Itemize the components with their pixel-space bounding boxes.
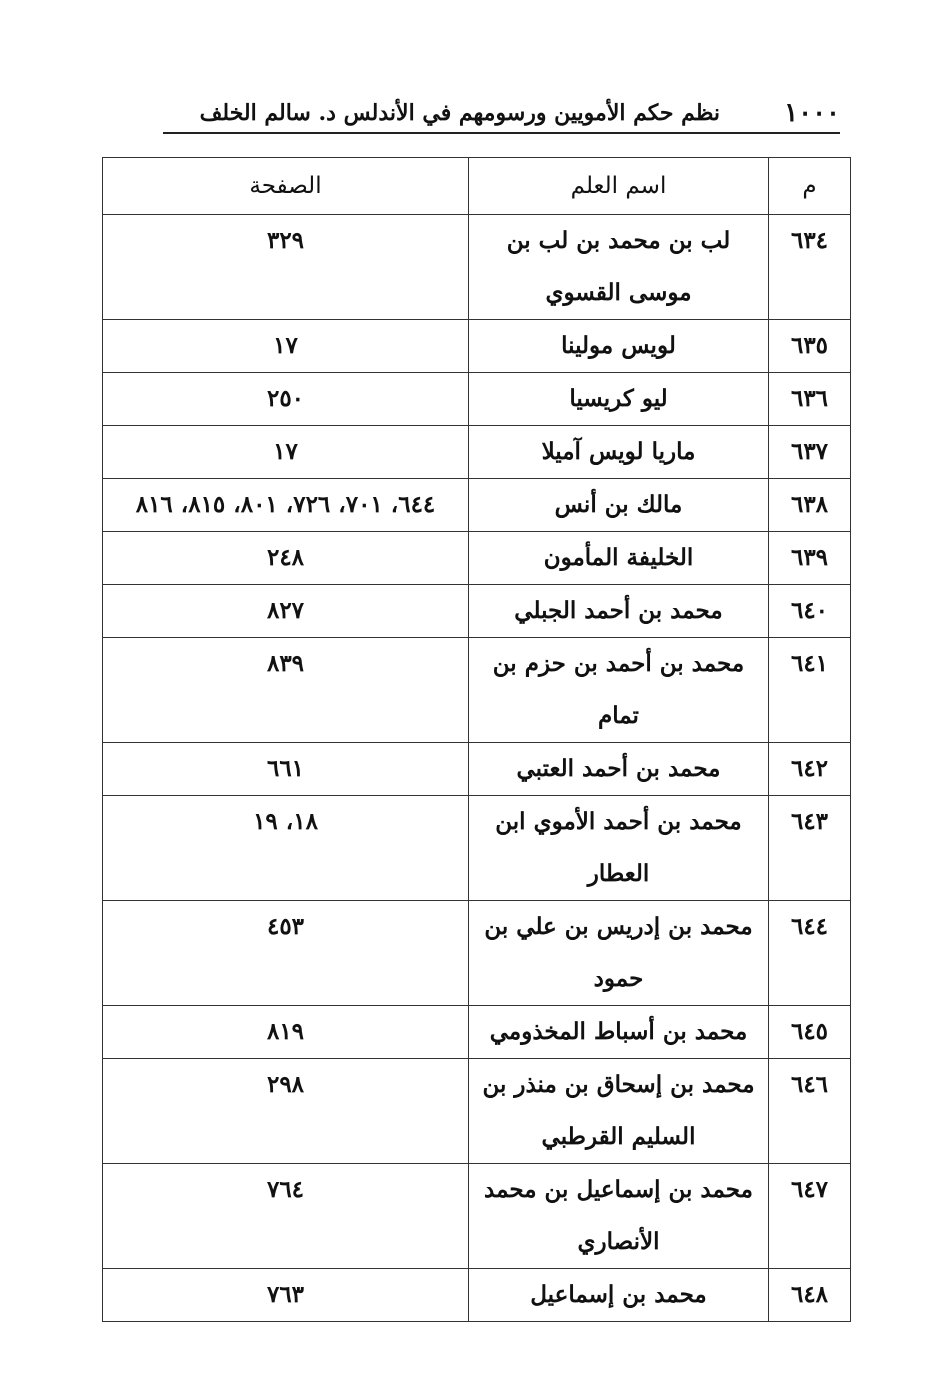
- table-row: [103, 1269, 851, 1322]
- entry-pages: ٢٥٠: [103, 373, 469, 426]
- entry-pages: ٧٦٣: [103, 1269, 469, 1322]
- table-row: [103, 532, 851, 585]
- table-row: [103, 373, 851, 426]
- entry-pages: ٤٥٣: [103, 901, 469, 1006]
- table-header-row: [103, 158, 851, 215]
- column-header-number: م: [769, 158, 851, 215]
- entry-name: ليو كريسيا: [469, 373, 769, 426]
- table-row: [103, 796, 851, 901]
- entry-number: ٦٤٨: [769, 1269, 851, 1322]
- entry-pages: ١٧: [103, 320, 469, 373]
- column-header-name: اسم العلم: [469, 158, 769, 215]
- entry-pages: ٨٢٧: [103, 585, 469, 638]
- entry-pages: ١٧: [103, 426, 469, 479]
- entry-number: ٦٣٥: [769, 320, 851, 373]
- running-title: نظم حكم الأمويين ورسومهم في الأندلس د. سالم الخلف: [199, 100, 720, 126]
- page-number: ١٠٠٠: [784, 98, 840, 128]
- entry-pages: ٢٩٨: [103, 1059, 469, 1164]
- table-row: [103, 215, 851, 320]
- entry-number: ٦٣٨: [769, 479, 851, 532]
- entry-number: ٦٤١: [769, 638, 851, 743]
- entry-number: ٦٤٤: [769, 901, 851, 1006]
- running-header: [163, 96, 840, 134]
- column-header-page: الصفحة: [103, 158, 469, 215]
- table-row: [103, 1006, 851, 1059]
- entry-number: ٦٤٢: [769, 743, 851, 796]
- table-row: [103, 901, 851, 1006]
- entry-name: محمد بن إسحاق بن منذر بن السليم القرطبي: [469, 1059, 769, 1164]
- names-index-table: [102, 157, 851, 1322]
- entry-name: محمد بن أحمد العتبي: [469, 743, 769, 796]
- entry-number: ٦٤٠: [769, 585, 851, 638]
- entry-name: محمد بن إسماعيل: [469, 1269, 769, 1322]
- entry-name: محمد بن أسباط المخذومي: [469, 1006, 769, 1059]
- entry-number: ٦٣٧: [769, 426, 851, 479]
- entry-number: ٦٤٧: [769, 1164, 851, 1269]
- entry-number: ٦٤٥: [769, 1006, 851, 1059]
- entry-number: ٦٣٩: [769, 532, 851, 585]
- entry-pages: ٢٤٨: [103, 532, 469, 585]
- entry-pages: ٦٤٤، ٧٠١، ٧٢٦، ٨٠١، ٨١٥، ٨١٦: [103, 479, 469, 532]
- entry-pages: ٣٢٩: [103, 215, 469, 320]
- table-row: [103, 479, 851, 532]
- entry-pages: ٨٣٩: [103, 638, 469, 743]
- entry-number: ٦٤٣: [769, 796, 851, 901]
- entry-number: ٦٣٤: [769, 215, 851, 320]
- table-row: [103, 1164, 851, 1269]
- table-row: [103, 743, 851, 796]
- entry-name: محمد بن أحمد بن حزم بن تمام: [469, 638, 769, 743]
- table-row: [103, 638, 851, 743]
- entry-name: لب بن محمد بن لب بن موسى القسوي: [469, 215, 769, 320]
- entry-name: ماريا لويس آميلا: [469, 426, 769, 479]
- table-row: [103, 320, 851, 373]
- entry-number: ٦٣٦: [769, 373, 851, 426]
- entry-name: مالك بن أنس: [469, 479, 769, 532]
- entry-pages: ١٨، ١٩: [103, 796, 469, 901]
- entry-name: الخليفة المأمون: [469, 532, 769, 585]
- entry-name: محمد بن أحمد الأموي ابن العطار: [469, 796, 769, 901]
- entry-pages: ٨١٩: [103, 1006, 469, 1059]
- table-row: [103, 426, 851, 479]
- entry-name: لويس مولينا: [469, 320, 769, 373]
- entry-name: محمد بن أحمد الجبلي: [469, 585, 769, 638]
- entry-name: محمد بن إدريس بن علي بن حمود: [469, 901, 769, 1006]
- entry-pages: ٦٦١: [103, 743, 469, 796]
- entry-number: ٦٤٦: [769, 1059, 851, 1164]
- table-row: [103, 1059, 851, 1164]
- entry-name: محمد بن إسماعيل بن محمد الأنصاري: [469, 1164, 769, 1269]
- table-row: [103, 585, 851, 638]
- entry-pages: ٧٦٤: [103, 1164, 469, 1269]
